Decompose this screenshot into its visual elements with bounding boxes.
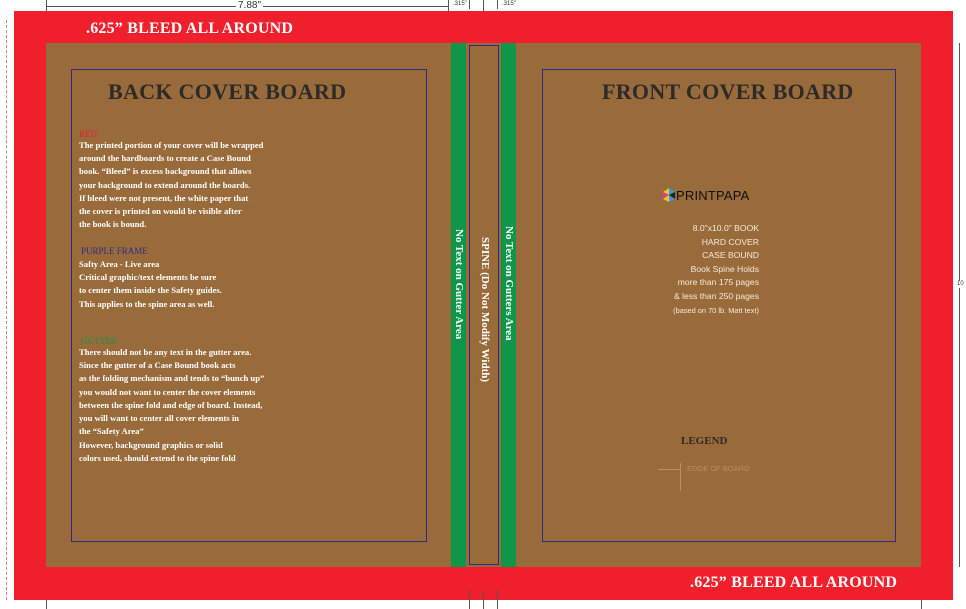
- back-cover-title: BACK COVER BOARD: [108, 79, 347, 104]
- text-line: around the hardboards to create a Case Bound: [79, 153, 251, 164]
- crop-mark: [497, 590, 498, 609]
- text-line: you will want to center all cover elements in: [79, 413, 240, 424]
- book-spec-info: [673, 222, 759, 317]
- text-line: your background to extend around the boards.: [79, 179, 251, 190]
- legend-title: LEGEND: [681, 435, 728, 447]
- text-line: The printed portion of your cover will be wrapped: [79, 140, 264, 150]
- text-line: However, background graphics or solid: [79, 440, 223, 450]
- front-cover-title: FRONT COVER BOARD: [602, 79, 854, 104]
- legend-swatch-tick: [680, 463, 681, 491]
- info-line: Book Spine Holds: [690, 263, 759, 274]
- right-dimension-line: [959, 43, 960, 567]
- bleed-label-bottom: .625” BLEED ALL AROUND: [690, 574, 898, 591]
- text-line: There should not be any text in the gutter area.: [79, 347, 252, 357]
- printpapa-logo-text: PRINTPAPA: [676, 187, 750, 203]
- info-line: 8.0"x10.0" BOOK: [692, 223, 759, 233]
- legend-edge-of-board-label: EDGE OF BOARD: [687, 464, 750, 473]
- text-line: you would not want to center the cover elements: [79, 386, 256, 397]
- text-line: If bleed were not present, the white paper that: [79, 192, 249, 203]
- info-line: HARD COVER: [701, 236, 759, 247]
- info-note: (based on 70 lb. Matt text): [673, 305, 759, 315]
- legend-swatch-line: [658, 469, 680, 470]
- text-line: between the spine fold and edge of board. Instead,: [79, 399, 263, 410]
- text-line: Safty Area - Live area: [79, 259, 160, 269]
- dimension-tick: [469, 0, 470, 9]
- info-line: more than 175 pages: [677, 277, 759, 288]
- red-section-heading: RED: [79, 129, 97, 139]
- top-width-label: 7.88": [238, 0, 262, 11]
- crop-mark: [921, 600, 922, 609]
- text-line: This applies to the spine area as well.: [79, 298, 215, 309]
- text-line: the book is bound.: [79, 219, 147, 230]
- info-line: CASE BOUND: [702, 250, 759, 261]
- spine-label: SPINE (Do Not Modify Width): [479, 237, 491, 383]
- text-line: the “Safety Area”: [79, 426, 144, 437]
- purple-frame-section-heading: PURPLE FRAME: [81, 246, 148, 256]
- text-line: to center them inside the Safety guides.: [79, 285, 222, 296]
- printpapa-logo: [662, 187, 750, 203]
- printpapa-logo-icon: [662, 187, 676, 203]
- crop-mark: [469, 590, 470, 609]
- text-line: colors used, should extend to the spine fold: [79, 453, 236, 464]
- dimension-tick: [497, 0, 498, 9]
- info-line: & less than 250 pages: [673, 290, 759, 301]
- bleed-label-top: .625” BLEED ALL AROUND: [86, 20, 294, 37]
- text-line: as the folding mechanism and tends to “bunch up”: [79, 373, 265, 384]
- gutter-section-text: [79, 346, 264, 438]
- text-line: book. “Bleed” is excess background that allows: [79, 166, 252, 177]
- text-line: Critical graphic/text elements be sure: [79, 272, 217, 283]
- text-line: Since the gutter of a Case Bound book acts: [79, 360, 236, 371]
- text-line: the cover is printed on would be visible after: [79, 206, 242, 217]
- red-section-text: [79, 139, 263, 231]
- closing-note: [79, 439, 236, 465]
- crop-mark: [46, 600, 47, 609]
- gutter-left-label: .315": [453, 1, 467, 7]
- right-height-label: 10: [957, 281, 964, 287]
- gutter-right-label: .315": [502, 1, 516, 7]
- left-bleed-guide: [6, 20, 7, 600]
- gutter-section-heading: GUTTER: [81, 336, 117, 346]
- crop-mark: [483, 590, 484, 609]
- left-gutter-label: No Text on Gutter Area: [453, 229, 465, 340]
- right-gutter-label: No Text on Gutters Area: [503, 226, 515, 341]
- purple-frame-section-text: [79, 258, 222, 311]
